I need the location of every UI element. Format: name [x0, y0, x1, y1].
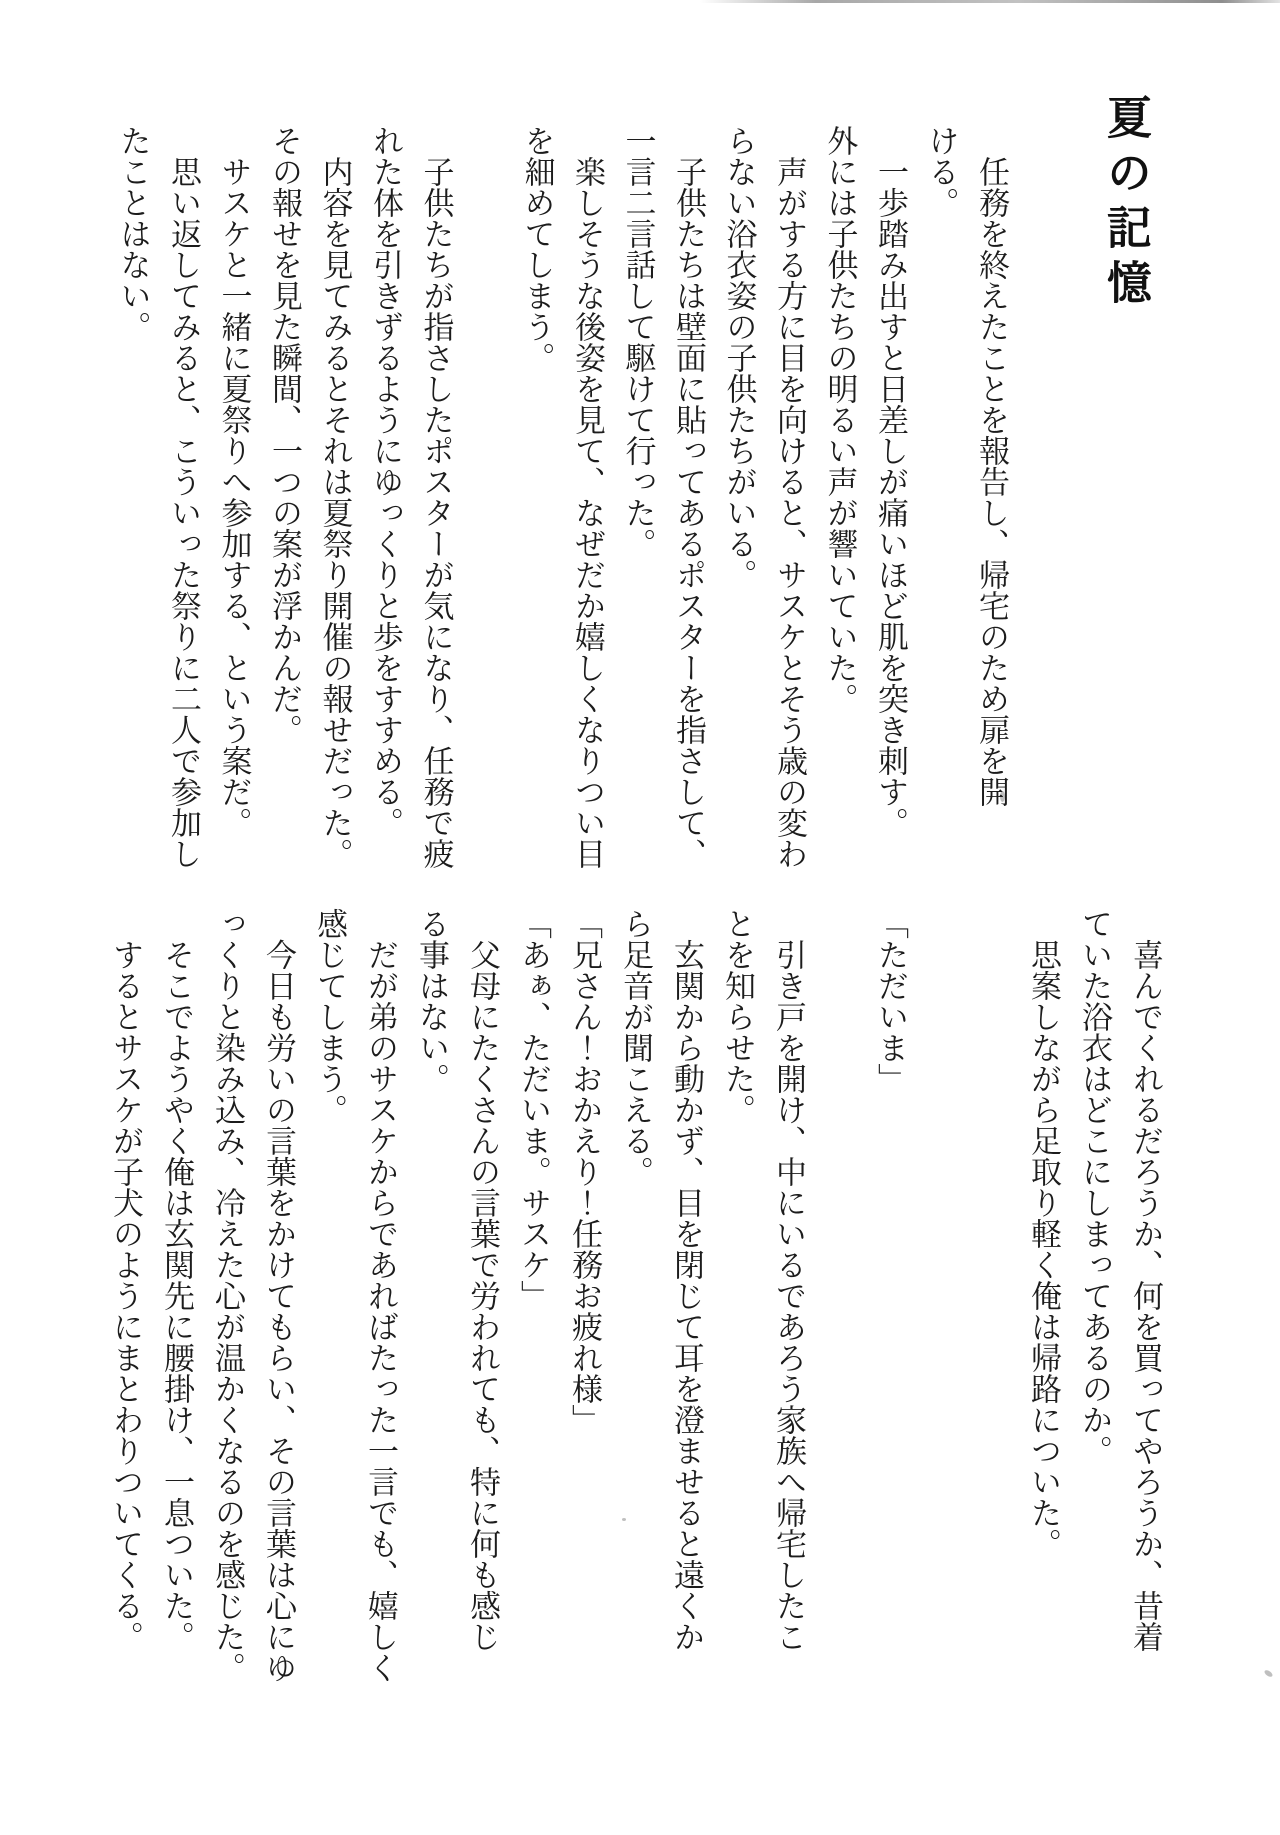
text-line: そこでようやく俺は玄関先に腰掛け、一息ついた。 [159, 939, 194, 1652]
text-line: 任務を終えたことを報告し、帰宅のため扉を開 [974, 156, 1009, 807]
text-line: 思い返してみると、こういった祭りに二人で参加し [166, 156, 201, 869]
text-line: 外には子供たちの明るい声が響いていた。 [822, 125, 858, 714]
bottom-text-block [100, 908, 1171, 1708]
text-line: サスケと一緒に夏祭りへ参加する、という案だ。 [216, 156, 252, 838]
text-line: 子供たちが指さしたポスターが気になり、任務で疲 [418, 156, 454, 869]
text-line: ける。 [923, 125, 959, 218]
text-line: 「ただいま」 [873, 908, 908, 1094]
text-line: だが弟のサスケからであればたった一言でも、嬉しく [363, 939, 398, 1683]
text-line: たことはない。 [115, 125, 151, 342]
dust-speck [1263, 1669, 1273, 1678]
text-line: 玄関から動かず、目を閉じて耳を澄ませると遠くか [669, 939, 704, 1652]
top-text-block [107, 125, 1016, 885]
text-line: 「兄さん！おかえり！任務お疲れ様」 [567, 908, 602, 1435]
text-line: 父母にたくさんの言葉で労われても、特に何も感じ [465, 939, 500, 1652]
text-line: 一歩踏み出すと日差しが痛いほど肌を突き刺す。 [873, 156, 908, 838]
text-line: 一言二言話して駆けて行った。 [620, 125, 656, 559]
text-line: 楽しそうな後姿を見て、なぜだか嬉しくなりつい目 [570, 156, 605, 869]
text-line: 今日も労いの言葉をかけてもらい、その言葉は心にゆ [261, 939, 296, 1683]
text-line: 引き戸を開け、中にいるであろう家族へ帰宅したこ [771, 939, 806, 1652]
text-line: とを知らせた。 [720, 908, 755, 1125]
text-line: 「あぁ、ただいま。サスケ」 [516, 908, 551, 1311]
text-line: 思案しながら足取り軽く俺は帰路についた。 [1026, 939, 1061, 1559]
text-line: ら足音が聞こえる。 [618, 908, 653, 1187]
text-line: を細めてしまう。 [519, 125, 555, 373]
text-line: するとサスケが子犬のようにまとわりついてくる。 [108, 939, 143, 1652]
text-line: 感じてしまう。 [312, 908, 347, 1125]
text-line: 喜んでくれるだろうか、何を買ってやろうか、昔着 [1128, 939, 1163, 1652]
text-line: 子供たちは壁面に貼ってあるポスターを指さして、 [671, 156, 706, 869]
text-line: る事はない。 [414, 908, 449, 1094]
scan-edge-artifact [700, 0, 1280, 3]
text-line: 声がする方に目を向けると、サスケとそう歳の変わ [772, 156, 807, 869]
text-line: その報せを見た瞬間、一つの案が浮かんだ。 [267, 125, 302, 745]
text-line: 内容を見てみるとそれは夏祭り開催の報せだった。 [317, 156, 353, 869]
text-line: ていた浴衣はどこにしまってあるのか。 [1077, 908, 1112, 1466]
text-line: れた体を引きずるようにゆっくりと歩をすすめる。 [368, 125, 403, 838]
empty-line [916, 908, 967, 1708]
empty-line [814, 908, 865, 1708]
empty-line [461, 125, 512, 885]
text-line: らない浴衣姿の子供たちがいる。 [721, 125, 757, 590]
text-line: っくりと染み込み、冷えた心が温かくなるのを感じた。 [210, 908, 245, 1683]
page-title: 夏の記憶 [1100, 94, 1151, 314]
empty-line [967, 908, 1018, 1708]
